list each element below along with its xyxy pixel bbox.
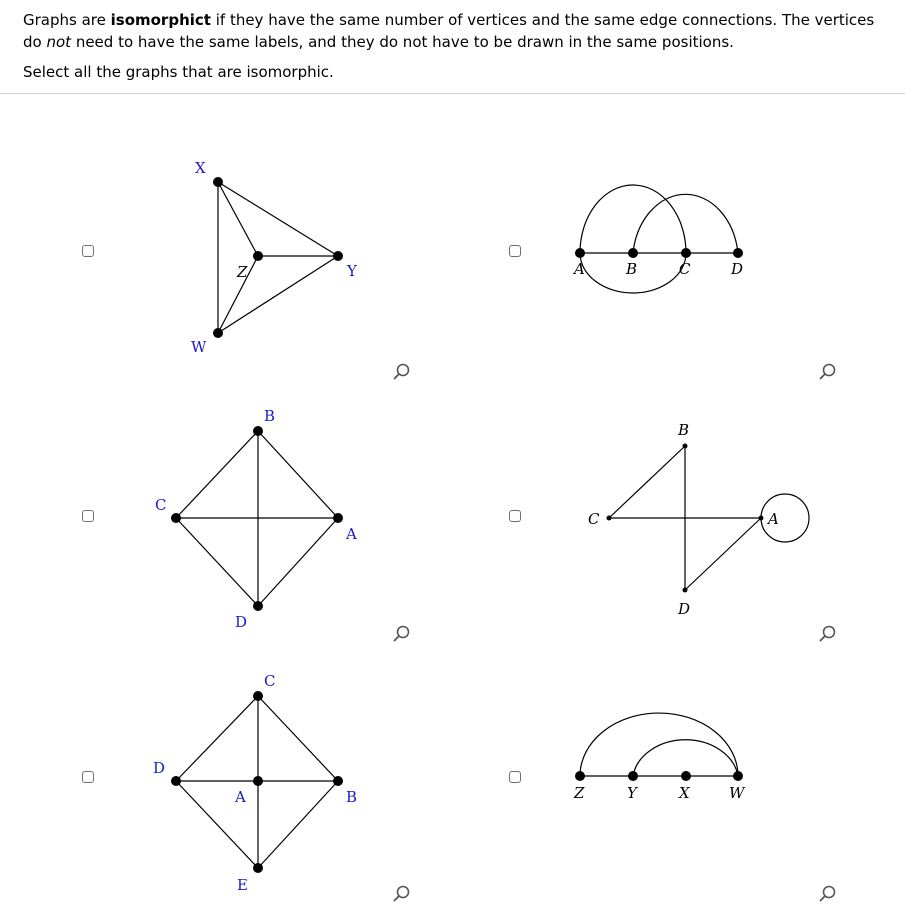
vertex-label: D bbox=[235, 613, 248, 631]
vertex-label: B bbox=[626, 260, 638, 278]
definition-paragraph: Graphs are isomorphict if they have the same number of vertices and the same edge connections. The vertices do not need to have the same labels, and they do not have to be drawn in the same positions. bbox=[23, 11, 875, 51]
term-isomorphic: isomorphict bbox=[110, 11, 211, 29]
vertex-label: B bbox=[346, 788, 358, 806]
vertex bbox=[575, 771, 585, 781]
vertex-label: W bbox=[191, 338, 207, 356]
emphasis-not: not bbox=[46, 33, 72, 51]
vertex-label: E bbox=[237, 876, 248, 894]
vertex-label: Z bbox=[237, 263, 248, 281]
vertex-label: A bbox=[235, 788, 246, 806]
vertex-label: X bbox=[679, 784, 690, 802]
instruction-text: Select all the graphs that are isomorphic. bbox=[23, 63, 334, 81]
vertex-label: C bbox=[679, 260, 691, 278]
vertex-label: Z bbox=[574, 784, 585, 802]
vertex-label: Y bbox=[347, 262, 357, 280]
vertex-label: A bbox=[574, 260, 585, 278]
vertex-label: C bbox=[588, 510, 600, 528]
vertex-label: D bbox=[153, 759, 166, 777]
vertex bbox=[628, 771, 638, 781]
vertex-label: D bbox=[678, 600, 691, 618]
vertex-label: C bbox=[264, 672, 276, 690]
vertex-label: D bbox=[731, 260, 744, 278]
vertex-label: B bbox=[678, 421, 690, 439]
vertex bbox=[733, 771, 743, 781]
vertex-label: B bbox=[264, 407, 276, 425]
vertex-label: Y bbox=[627, 784, 637, 802]
vertex-label: W bbox=[729, 784, 745, 802]
vertex bbox=[681, 771, 691, 781]
vertex-label: A bbox=[346, 525, 357, 543]
vertex-label: C bbox=[155, 496, 167, 514]
vertex-label: A bbox=[768, 510, 779, 528]
vertex-label: X bbox=[195, 159, 206, 177]
